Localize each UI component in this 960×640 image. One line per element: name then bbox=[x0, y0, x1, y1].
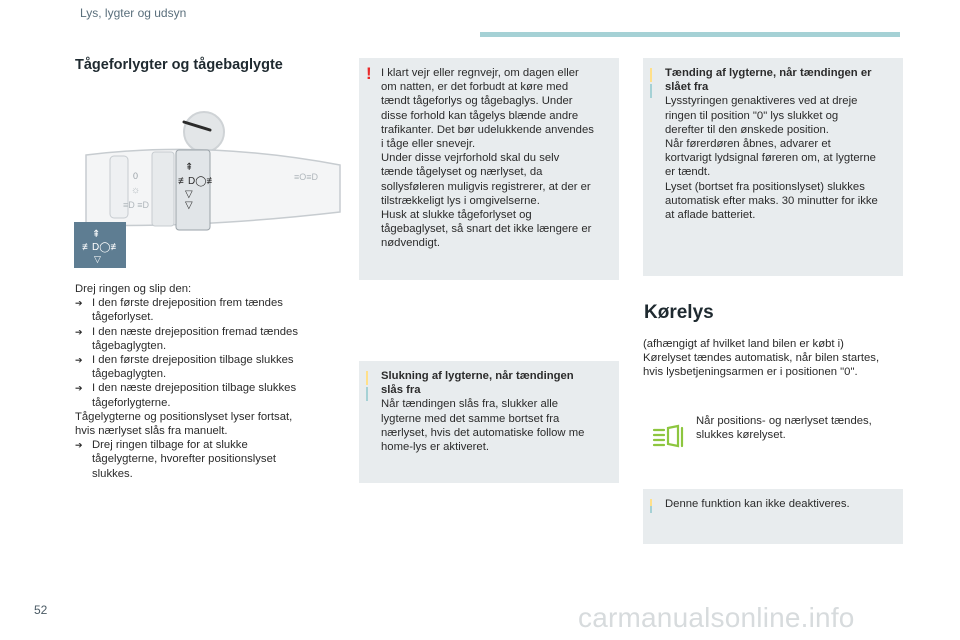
info-marker bbox=[650, 499, 652, 506]
bullet-icon: ➔ bbox=[75, 326, 83, 337]
info-note-text: Denne funktion kan ikke deaktiveres. bbox=[665, 498, 850, 510]
svg-text:☼: ☼ bbox=[131, 185, 141, 196]
info-marker bbox=[366, 387, 368, 401]
lighting-stalk bbox=[86, 149, 340, 230]
header-bar bbox=[480, 32, 900, 37]
svg-text:≢D◯≢: ≢D◯≢ bbox=[82, 242, 121, 253]
svg-text:≢D◯≢: ≢D◯≢ bbox=[178, 176, 217, 187]
info-marker bbox=[366, 371, 368, 385]
section-label: Lys, lygter og udsyn bbox=[80, 6, 187, 20]
list-item: ➔ I den næste drejeposition tilbage slukkes tågeforlygterne. bbox=[75, 382, 297, 409]
list-item: ➔ Drej ringen tilbage for at slukke tågelygterne, hvorefter positionslyset slukkes. bbox=[75, 439, 276, 480]
info-text: Slukning af lygterne, når tændingen slås fra Når tændingen slås fra, slukker alle lygterne med det samme bortset fra nærlyset, hvis det automatiske follow me home-lys er aktiveret. bbox=[381, 370, 585, 454]
page-title: Tågeforlygter og tågebaglygte bbox=[75, 57, 283, 73]
svg-text:⇞: ⇞ bbox=[92, 229, 101, 240]
fog-light-stalk-illustration bbox=[72, 100, 342, 275]
section-title-korelys: Kørelys bbox=[644, 302, 714, 323]
info-box-ignition-on bbox=[643, 58, 903, 276]
bullet-icon: ➔ bbox=[75, 383, 83, 394]
svg-text:▽: ▽ bbox=[185, 200, 193, 211]
list-item: ➔ I den første drejeposition frem tændes tågeforlyset. bbox=[75, 297, 283, 324]
watermark: carmanualsonline.info bbox=[578, 602, 855, 633]
page-number: 52 bbox=[34, 603, 48, 617]
info-marker bbox=[650, 506, 652, 513]
info-marker bbox=[650, 84, 652, 98]
svg-text:▽: ▽ bbox=[185, 189, 193, 200]
svg-text:≡O≡D: ≡O≡D bbox=[294, 172, 319, 182]
steering-wheel-icon bbox=[184, 112, 224, 152]
list-item: ➔ I den første drejeposition tilbage slukkes tågebaglygten. bbox=[75, 354, 294, 381]
warning-text: I klart vejr eller regnvejr, om dagen eller om natten, er det forbudt at køre med tændt tågeforlys og tågebaglys. Under disse forhold kan tågelys blænde andre trafikanter. Det bør udelukkende anvendes i tåge eller snevejr. Under disse vejrforhold skal du selv tænde tågelyset og nærlyset, da sollysføleren muligvis registrerer, at der er tilstrækkeligt lys i omgivelserne. Husk at slukke tågeforlyset og tågebaglyset, så snart det ikke længere er nødvendigt. bbox=[381, 67, 594, 250]
info-box-ignition-off bbox=[359, 361, 619, 483]
info-box-note bbox=[643, 489, 903, 544]
instructions-note: Tågelygterne og positionslyset lyser fortsat, hvis nærlyset slås fra manuelt. bbox=[75, 410, 293, 438]
svg-text:▽: ▽ bbox=[94, 254, 101, 264]
korelys-icon-text: Når positions- og nærlyset tændes, slukkes kørelyset. bbox=[696, 415, 872, 442]
bullet-icon: ➔ bbox=[75, 440, 83, 451]
instructions-text bbox=[75, 282, 337, 481]
info-marker bbox=[650, 68, 652, 82]
instructions-intro: Drej ringen og slip den: bbox=[75, 283, 192, 295]
fog-light-symbol-icon bbox=[74, 222, 126, 268]
svg-text:⇞: ⇞ bbox=[185, 162, 194, 173]
warning-icon: ! bbox=[366, 64, 372, 83]
bullet-icon: ➔ bbox=[75, 298, 83, 309]
warning-box bbox=[359, 58, 619, 280]
bullet-icon: ➔ bbox=[75, 355, 83, 366]
list-item: ➔ I den næste drejeposition fremad tændes tågebaglygten. bbox=[75, 325, 298, 352]
svg-text:≡D ≡D: ≡D ≡D bbox=[123, 200, 150, 210]
korelys-text: (afhængigt af hvilket land bilen er købt i) Kørelyset tændes automatisk, når bilen startes, hvis lysbetjeningsarmen er i positionen "0". bbox=[643, 338, 880, 379]
info-text: Tænding af lygterne, når tændingen er slået fra Lysstyringen genaktiveres ved at dreje ringen til position "0" lys slukket og derefter til den ønskede position. Når førerdøren åbnes, advarer et kortvarigt lydsignal føreren om, at lygterne er tændt. Lyset (bortset fra positionslyset) slukkes automatisk efter maks. 30 minutter for ikke at aflade batteriet. bbox=[665, 67, 878, 222]
daytime-running-light-icon bbox=[652, 424, 688, 450]
svg-text:0: 0 bbox=[133, 171, 139, 181]
